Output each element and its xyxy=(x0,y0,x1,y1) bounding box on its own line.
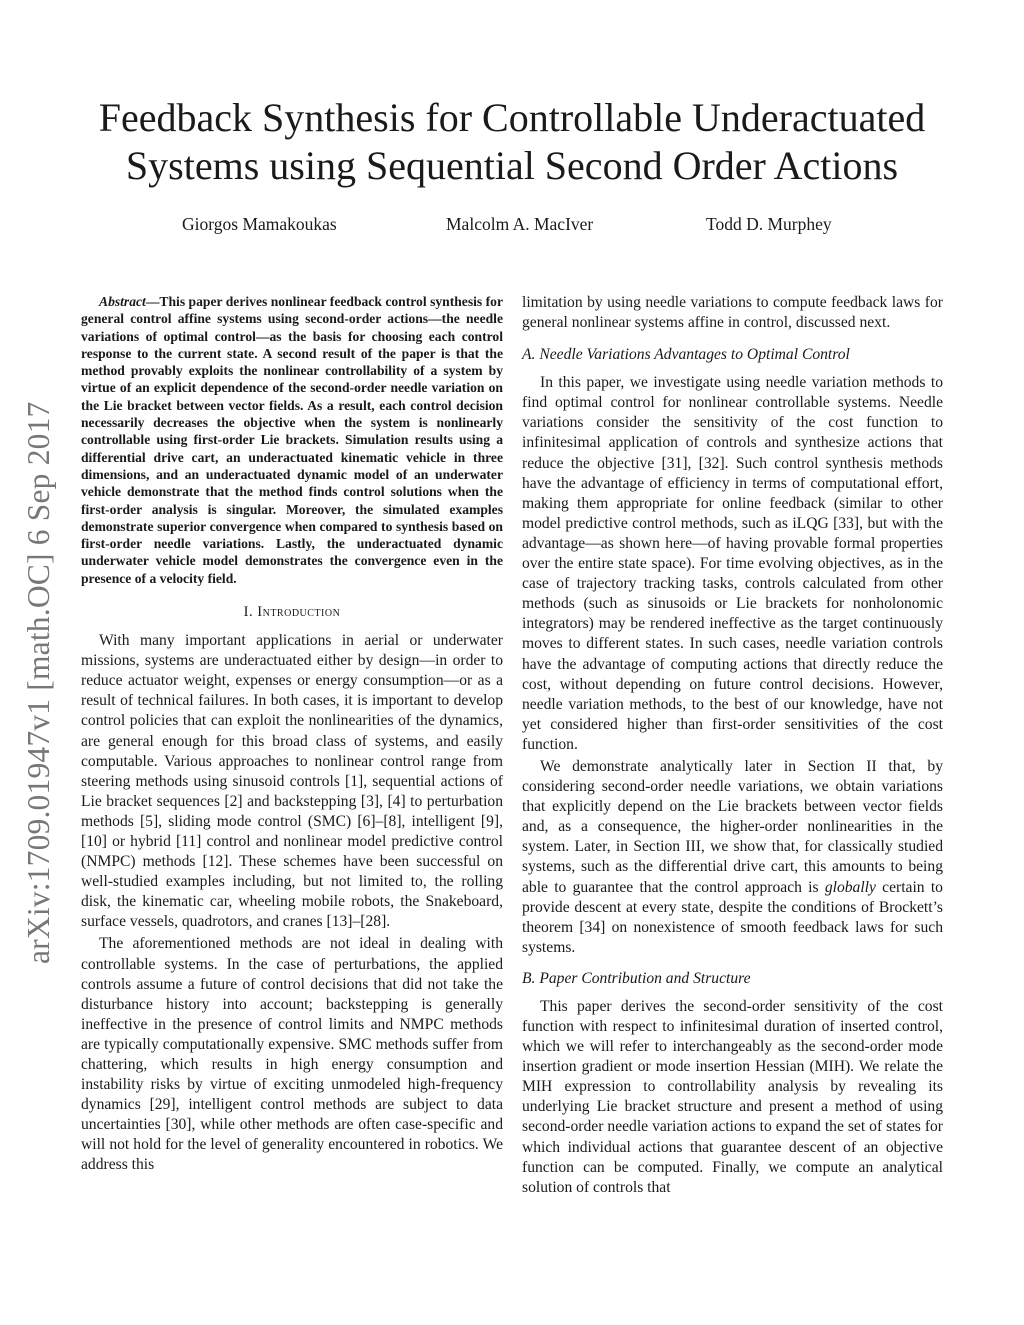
intro-continuation: limitation by using needle variations to compute feedback laws for general nonlinear systems affine in control, discussed next. xyxy=(522,294,943,332)
subsection-a-paragraph-1: In this paper, we investigate using needle variation methods to find optimal control for nonlinear controllable systems. Needle variations consider the sensitivity of the cost function to infinitesimal application of controls and synthesize actions that reduce the objective [31], [32]. Such control synthesis methods have the advantage of efficiency in terms of computational effort, making them appropriate for online feedback (similar to other model predictive control methods, such as iLQG [33], but with the advantage—as shown here—of having provable formal properties over the entire state space). For time evolving objectives, as in the case of trajectory tracking tasks, controls calculated from other methods (such as sinusoids or Lie brackets for nonholonomic integrators) may be rendered ineffective as the target continuously moves to different states. In such cases, needle variation controls have the advantage of computing actions that directly reduce the cost, without depending on future control decisions. However, needle variation methods, to the best of our knowledge, have not yet considered higher than first-order sensitivities of the cost function. xyxy=(522,374,943,753)
emphasis-globally: globally xyxy=(824,878,876,896)
author-1: Giorgos Mamakoukas xyxy=(182,214,337,234)
arxiv-identifier: arXiv:1709.01947v1 [math.OC] 6 Sep 2017 xyxy=(21,401,56,964)
subsection-heading-b: B. Paper Contribution and Structure xyxy=(522,969,751,987)
author-2: Malcolm A. MacIver xyxy=(446,214,594,234)
intro-paragraph-1: With many important applications in aerial or underwater missions, systems are underactuated either by design—in order to reduce actuator weight, expenses or energy consumption—or as a result of technical failures. In both cases, it is important to develop control policies that can exploit the nonlinearities of the dynamics, are general enough for this broad class of systems, and easily computable. Various approaches to nonlinear control range from steering methods using sinusoid controls [1], sequential actions of Lie bracket sequences [2] and backstepping [3], [4] to perturbation methods [5], sliding mode control (SMC) [6]–[8], intelligent [9], [10] or hybrid [11] control and nonlinear model predictive control (NMPC) methods [12]. These schemes have been successful on well-studied examples including, but not limited to, the rolling disk, the kinematic car, wheeling mobile robots, the Snakeboard, surface vessels, quadrotors, and cranes [13]–[28]. xyxy=(81,632,503,931)
subsection-a-paragraph-2-part-1: We demonstrate analytically later in Section II that, by considering second-order needle variations, we obtain variations that explicitly depend on the Lie brackets between vector fields and, as a consequence, the higher-order nonlinearities in the system. Later, in Section III, we show that, for classically studied systems, such as the differential drive cart, this amounts to being able to guarantee that the control approach is xyxy=(522,757,943,896)
section-number: I. xyxy=(243,604,258,621)
subsection-b-paragraph-1: This paper derives the second-order sensitivity of the cost function with respect to infinitesimal duration of inserted control, which we will refer to interchangeably as the second-order mode insertion gradient or mode insertion Hessian (MIH). We relate the MIH expression to controllability analysis by revealing its underlying Lie bracket structure and present a method of using second-order needle variation actions to expand the set of states for which individual actions that guarantee descent of an objective function can be computed. Finally, we compute an analytical solution of controls that xyxy=(522,997,943,1196)
subsection-a-paragraph-2 xyxy=(522,757,943,958)
abstract-lead: Abstract xyxy=(99,294,146,309)
intro-paragraph-2: The aforementioned methods are not ideal in dealing with controllable systems. In the case of perturbations, the applied controls assume a future of control decisions that did not take the disturbance history into account; backstepping is generally ineffective in the presence of control limits and NMPC methods are typically computationally expensive. SMC methods suffer from chattering, which results in high energy consumption and instability risks by virtue of exciting unmodeled high-frequency dynamics [29], intelligent control methods are subject to data uncertainties [30], while other methods are often case-specific and will not hold for the level of generality encountered in robotics. We address this xyxy=(81,935,503,1174)
left-column xyxy=(81,293,503,1176)
abstract-text: —This paper derives nonlinear feedback control synthesis for general control affine systems using second-order actions—the needle variations of optimal control—as the basis for choosing each control response to the current state. A second result of the paper is that the method provably exploits the nonlinear controllability of a system by virtue of an explicit dependence of the second-order needle variation on the Lie bracket between vector fields. As a result, each control decision necessarily decreases the objective when the system is nonlinearly controllable using first-order Lie brackets. Simulation results using a differential drive cart, an underactuated kinematic vehicle in three dimensions, and an underactuated dynamic model of an underwater vehicle demonstrate that the method finds control solutions when the first-order analysis is singular. Moreover, the simulated examples demonstrate superior convergence when compared to synthesis based on first-order needle variations. Lastly, the underactuated dynamic underwater vehicle model demonstrates the convergence even in the presence of a velocity field. xyxy=(81,294,503,586)
paper-title-line-1: Feedback Synthesis for Controllable Underactuated xyxy=(98,95,926,140)
section-heading-introduction xyxy=(81,602,503,622)
subsection-a-paragraph-2-part-2: certain to provide descent at every state, despite the conditions of Brockett’s theorem [34] on nonexistence of smooth feedback laws for such systems. xyxy=(522,878,943,956)
subsection-heading-a: A. Needle Variations Advantages to Optimal Control xyxy=(522,346,850,364)
section-title: Introduction xyxy=(257,604,341,621)
paper-title-line-2: Systems using Sequential Second Order Actions xyxy=(125,143,899,188)
right-column xyxy=(522,293,943,1198)
author-3: Todd D. Murphey xyxy=(706,214,832,234)
abstract xyxy=(81,293,503,587)
paper-title xyxy=(60,94,964,190)
